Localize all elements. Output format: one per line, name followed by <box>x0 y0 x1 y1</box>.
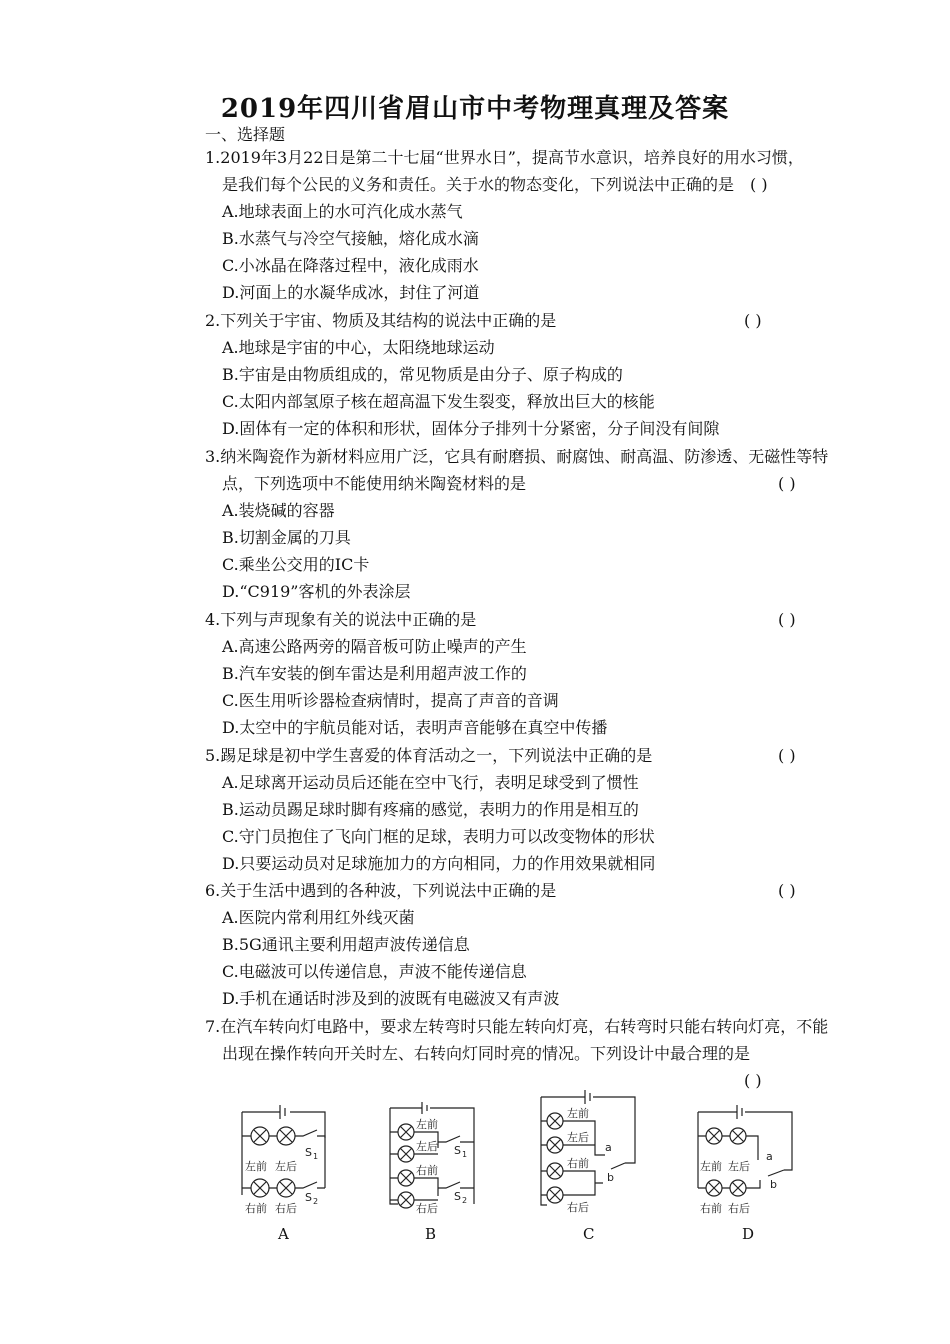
label-a: a <box>766 1150 773 1163</box>
circuit-caption-c: C <box>583 1225 595 1243</box>
question-6-line-1: 6.关于生活中遇到的各种波，下列说法中正确的是 <box>205 881 557 900</box>
label-s: S <box>305 1191 312 1204</box>
option: B.5G通讯主要利用超声波传递信息 <box>222 935 470 954</box>
label-right-front: 右前 <box>700 1202 722 1215</box>
label-sub: 2 <box>462 1196 468 1205</box>
label-right-front: 右前 <box>245 1202 267 1215</box>
label-left-front: 左前 <box>567 1107 589 1120</box>
label-sub: 2 <box>313 1197 319 1206</box>
label-right-front: 右前 <box>567 1157 589 1170</box>
option: B.运动员踢足球时脚有疼痛的感觉，表明力的作用是相互的 <box>222 800 639 819</box>
page-title: 2019年四川省眉山市中考物理真理及答案 <box>220 94 730 124</box>
option: C.乘坐公交用的IC卡 <box>222 555 370 574</box>
label-left-rear: 左后 <box>275 1160 297 1173</box>
option: D.固体有一定的体积和形状，固体分子排列十分紧密，分子间没有间隙 <box>222 419 720 438</box>
question-1-line-1: 1.2019年3月22日是第二十七届“世界水日”，提高节水意识，培养良好的用水习惯， <box>205 148 804 167</box>
option: D.河面上的水凝华成冰，封住了河道 <box>222 283 480 302</box>
circuit-diagram-c <box>535 1085 640 1217</box>
answer-paren: ( ) <box>778 610 796 629</box>
option: C.医生用听诊器检查病情时，提高了声音的音调 <box>222 691 559 710</box>
label-right-rear: 右后 <box>728 1202 750 1215</box>
option: D.手机在通话时涉及到的波既有电磁波又有声波 <box>222 989 560 1008</box>
option: B.汽车安装的倒车雷达是利用超声波工作的 <box>222 664 527 683</box>
circuit-diagram-b <box>382 1100 482 1215</box>
question-2-line-1: 2.下列关于宇宙、物质及其结构的说法中正确的是 <box>205 311 557 330</box>
answer-paren: ( ) <box>744 311 762 330</box>
option: D.太空中的宇航员能对话，表明声音能够在真空中传播 <box>222 718 608 737</box>
label-b: b <box>607 1171 614 1184</box>
circuit-diagram-d <box>692 1100 802 1215</box>
label-left-rear: 左后 <box>728 1160 750 1173</box>
label-sub: 1 <box>313 1152 319 1161</box>
option: A.地球是宇宙的中心，太阳绕地球运动 <box>222 338 495 357</box>
label-s: S <box>305 1146 312 1159</box>
option: C.电磁波可以传递信息，声波不能传递信息 <box>222 962 527 981</box>
option: A.足球离开运动员后还能在空中飞行，表明足球受到了惯性 <box>222 773 639 792</box>
label-left-front: 左前 <box>700 1160 722 1173</box>
label-left-front: 左前 <box>245 1160 267 1173</box>
label-left-front: 左前 <box>416 1118 438 1131</box>
answer-paren: ( ) <box>778 746 796 765</box>
option: C.守门员抱住了飞向门框的足球，表明力可以改变物体的形状 <box>222 827 655 846</box>
option: B.切割金属的刀具 <box>222 528 351 547</box>
section-heading: 一、选择题 <box>205 125 286 144</box>
label-a: a <box>605 1141 612 1154</box>
label-right-rear: 右后 <box>275 1202 297 1215</box>
option: C.太阳内部氢原子核在超高温下发生裂变，释放出巨大的核能 <box>222 392 655 411</box>
label-left-rear: 左后 <box>416 1140 438 1153</box>
option: B.宇宙是由物质组成的，常见物质是由分子、原子构成的 <box>222 365 623 384</box>
circuit-caption-d: D <box>742 1225 755 1243</box>
answer-paren: ( ) <box>750 175 768 194</box>
answer-paren: ( ) <box>778 881 796 900</box>
label-s: S <box>454 1144 461 1157</box>
option: A.高速公路两旁的隔音板可防止噪声的产生 <box>222 637 527 656</box>
label-right-rear: 右后 <box>416 1202 438 1215</box>
question-1-line-2: 是我们每个公民的义务和责任。关于水的物态变化，下列说法中正确的是 <box>222 175 735 194</box>
answer-paren: ( ) <box>778 474 796 493</box>
option: B.水蒸气与冷空气接触，熔化成水滴 <box>222 229 479 248</box>
answer-paren: ( ) <box>744 1071 762 1090</box>
label-right-rear: 右后 <box>567 1201 589 1214</box>
question-4-line-1: 4.下列与声现象有关的说法中正确的是 <box>205 610 477 629</box>
question-7-line-2: 出现在操作转向开关时左、右转向灯同时亮的情况。下列设计中最合理的是 <box>222 1044 751 1063</box>
question-7-line-1: 7.在汽车转向灯电路中，要求左转弯时只能左转向灯亮，右转弯时只能右转向灯亮，不能 <box>205 1017 829 1036</box>
circuit-caption-b: B <box>425 1225 437 1243</box>
option: A.装烧碱的容器 <box>222 501 335 520</box>
option: D.只要运动员对足球施加力的方向相同，力的作用效果就相同 <box>222 854 656 873</box>
option: C.小冰晶在降落过程中，液化成雨水 <box>222 256 479 275</box>
label-s: S <box>454 1190 461 1203</box>
circuit-caption-a: A <box>278 1225 289 1243</box>
label-left-rear: 左后 <box>567 1131 589 1144</box>
option: D.“C919”客机的外表涂层 <box>222 582 411 601</box>
question-5-line-1: 5.踢足球是初中学生喜爱的体育活动之一，下列说法中正确的是 <box>205 746 653 765</box>
option: A.地球表面上的水可汽化成水蒸气 <box>222 202 463 221</box>
question-3-line-2: 点，下列选项中不能使用纳米陶瓷材料的是 <box>222 474 527 493</box>
circuit-diagram-a <box>235 1100 335 1215</box>
option: A.医院内常利用红外线灭菌 <box>222 908 415 927</box>
label-right-front: 右前 <box>416 1164 438 1177</box>
label-b: b <box>770 1178 777 1191</box>
label-sub: 1 <box>462 1150 468 1159</box>
question-3-line-1: 3.纳米陶瓷作为新材料应用广泛，它具有耐磨损、耐腐蚀、耐高温、防渗透、无磁性等特 <box>205 447 829 466</box>
